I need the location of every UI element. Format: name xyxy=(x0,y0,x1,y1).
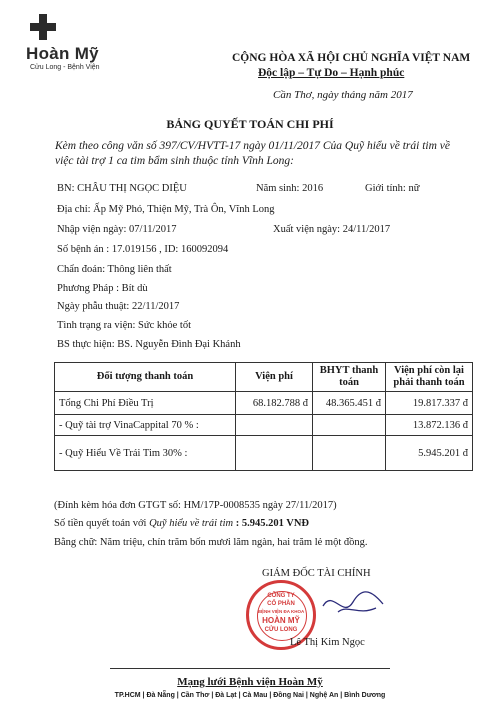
table-cell: 48.365.451 đ xyxy=(313,392,386,415)
table-header: Viện phí xyxy=(236,363,313,392)
table-header: Viện phí còn lại phải thanh toán xyxy=(386,363,473,392)
invoice-note: (Đính kèm hóa đơn GTGT số: HM/17P-0008535 ngày 27/11/2017) xyxy=(54,500,337,511)
signature-role: GIÁM ĐỐC TÀI CHÍNH xyxy=(262,568,371,579)
discharge-date: Xuất viện ngày: 24/11/2017 xyxy=(273,224,391,235)
settlement-line xyxy=(54,518,309,529)
payment-table xyxy=(54,362,473,471)
doctor: BS thực hiện: BS. Nguyễn Đình Đại Khánh xyxy=(57,339,241,350)
footer-divider xyxy=(110,668,390,669)
document-title: BẢNG QUYẾT TOÁN CHI PHÍ xyxy=(166,117,334,131)
admission-date: Nhập viện ngày: 07/11/2017 xyxy=(57,224,177,235)
patient-gender: Giới tính: nữ xyxy=(365,183,420,194)
discharge-condition: Tình trạng ra viện: Sức khỏe tốt xyxy=(57,320,191,331)
record-number: Số bệnh án : 17.019156 , ID: 160092094 xyxy=(57,244,229,255)
table-row xyxy=(55,415,473,436)
table-header: Đối tượng thanh toán xyxy=(55,363,236,392)
treatment-method: Phương Pháp : Bít dù xyxy=(57,283,148,294)
table-header: BHYT thanh toán xyxy=(313,363,386,392)
place-date: Cần Thơ, ngày tháng năm 2017 xyxy=(273,89,413,101)
nation-header: CỘNG HÒA XÃ HỘI CHỦ NGHĨA VIỆT NAM xyxy=(232,52,471,64)
patient-address: Địa chỉ: Ấp Mỹ Phó, Thiện Mỹ, Trà Ôn, Vĩnh Long xyxy=(57,204,275,215)
patient-name: BN: CHÂU THỊ NGỌC DIỆU xyxy=(57,183,187,194)
table-cell: 19.817.337 đ xyxy=(386,392,473,415)
diagnosis: Chẩn đoán: Thông liên thất xyxy=(57,264,172,275)
footer-network: Mạng lưới Bệnh viện Hoàn Mỹ xyxy=(177,676,323,688)
settlement-prefix: Số tiền quyết toán với xyxy=(54,518,150,529)
amount-in-words: Bằng chữ: Năm triệu, chín trăm bốn mươi lăm ngàn, hai trăm lẻ một đồng. xyxy=(54,537,368,548)
table-header-row xyxy=(55,363,473,392)
table-cell: 5.945.201 đ xyxy=(386,436,473,471)
settlement-amount: : 5.945.201 VNĐ xyxy=(233,518,310,529)
surgery-date: Ngày phẫu thuật: 22/11/2017 xyxy=(57,301,180,312)
table-row xyxy=(55,392,473,415)
settlement-fund: Quỹ hiểu về trái tim xyxy=(149,518,234,529)
motto: Độc lập – Tự Do – Hạnh phúc xyxy=(258,67,405,79)
company-stamp: CÔNG TY CỔ PHẦN BỆNH VIỆN ĐA KHOA HOÀN MỸ CỬU LONG xyxy=(246,580,316,650)
patient-birth-year: Năm sinh: 2016 xyxy=(256,183,324,194)
table-cell: 13.872.136 đ xyxy=(386,415,473,436)
table-row xyxy=(55,436,473,471)
footer-cities: TP.HCM | Đà Nẵng | Cần Thơ | Đà Lạt | Cà Mau | Đồng Nai | Nghệ An | Bình Dương xyxy=(114,692,386,699)
intro-text: Kèm theo công văn số 397/CV/HVTT-17 ngày 01/11/2017 Của Quỹ hiểu về trái tim về việc tài trợ 1 ca tim bẩm sinh thuộc tỉnh Vĩnh Long: xyxy=(55,140,450,167)
table-cell: 68.182.788 đ xyxy=(236,392,313,415)
logo-name: Hoàn Mỹ xyxy=(26,44,99,63)
table-cell xyxy=(313,436,386,471)
logo-subtitle: Cửu Long - Bệnh Viện xyxy=(30,64,100,71)
table-cell: - Quỹ Hiểu Về Trái Tim 30% : xyxy=(55,436,236,471)
signer-name: Lê Thị Kim Ngọc xyxy=(290,637,365,648)
table-cell xyxy=(313,415,386,436)
handwritten-signature xyxy=(318,584,388,624)
table-cell: - Quỹ tài trợ VinaCappital 70 % : xyxy=(55,415,236,436)
hospital-cross-icon xyxy=(30,14,56,40)
table-cell: Tổng Chi Phí Điều Trị xyxy=(55,392,236,415)
table-cell xyxy=(236,436,313,471)
table-cell xyxy=(236,415,313,436)
